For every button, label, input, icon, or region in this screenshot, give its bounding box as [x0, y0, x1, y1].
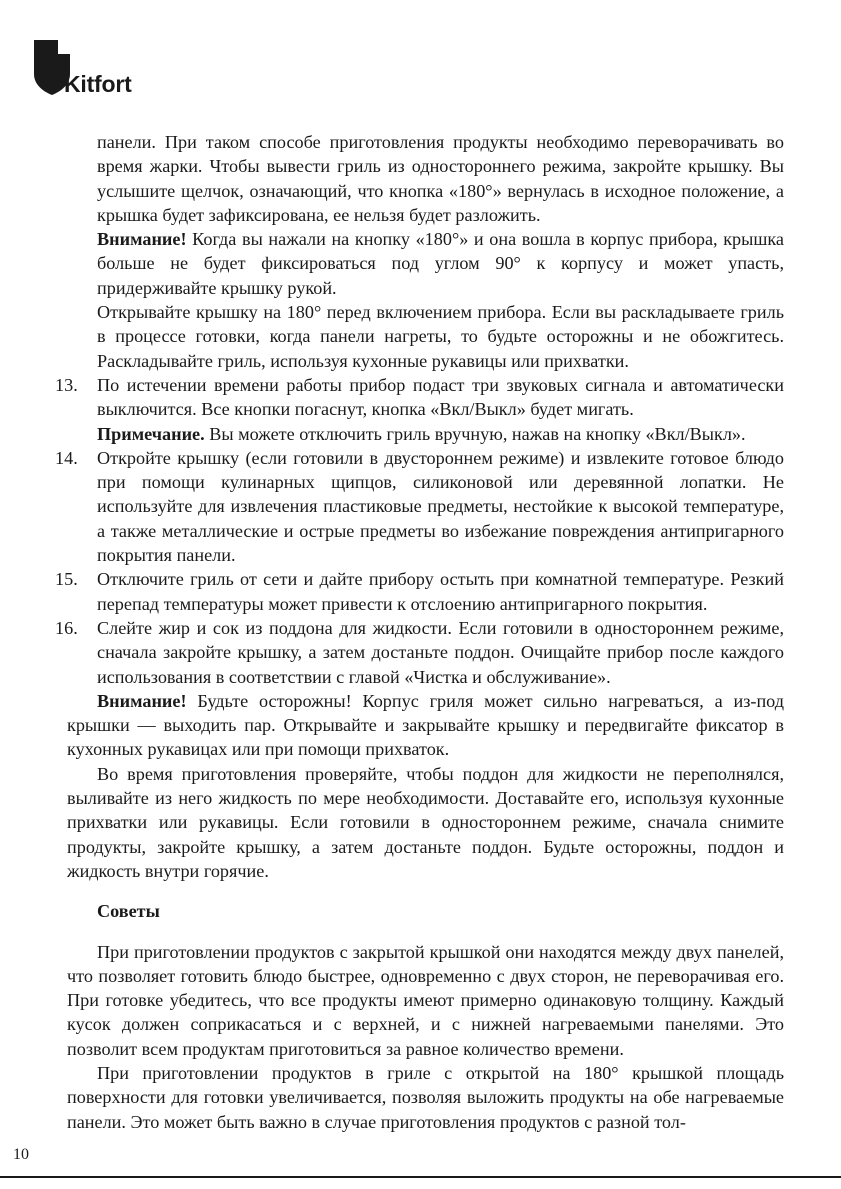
list-item-number: 13. — [55, 374, 78, 395]
note-text: Вы можете отключить гриль вручную, нажав на кнопку «Вкл/Выкл». — [204, 423, 746, 444]
bottom-divider — [0, 1176, 841, 1178]
open-180-paragraph: Открывайте крышку на 180° перед включением прибора. Если вы раскладываете гриль в процессе готовки, когда панели нагреты, то будьте осторожны и не обожгитесь. Раскладывайте гриль, используя кухонные рукавицы или прихватки. — [97, 302, 784, 371]
note-label: Примечание. — [97, 423, 205, 444]
warning-paragraph — [97, 227, 784, 300]
tips-paragraph: При приготовлении продуктов с закрытой крышкой они находятся между двух панелей, что позволяет готовить блюдо быстрее, одновременно с двух сторон, не переворачивая его. При готовке убедитесь, что все продукты имеют примерно одинаковую толщину. Каждый кусок должен соприкасаться и с верхней, и с нижней нагреваемыми панелями. Это позволит всем продуктам приготовиться за равное количество времени. — [67, 941, 784, 1059]
kitfort-logo — [34, 40, 174, 96]
tray-paragraph: Во время приготовления проверяйте, чтобы поддон для жидкости не переполнялся, выливайте из него жидкость по мере необходимости. Доставайте его, используя кухонные прихватки или рукавицы. Если готовили в одностороннем режиме, сначала снимите продукты, закройте крышку, а затем достаньте поддон. Будьте осторожны, поддон и жидкость внутри горячие. — [67, 763, 784, 881]
list-item — [55, 567, 784, 616]
list-item-number: 16. — [55, 617, 78, 638]
list-item-text: Откройте крышку (если готовили в двустороннем режиме) и извлеките готовое блюдо при помощи кулинарных щипцов, силиконовой или деревянной лопатки. Не используйте для извлечения пластиковые предметы, нестойкие к высокой температуре, а также металлические и острые предметы во избежание повреждения антипригарного покрытия панели. — [97, 447, 784, 566]
list-item — [55, 373, 784, 422]
intro-paragraph: панели. При таком способе приготовления продукты необходимо переворачивать во время жарки. Чтобы вывести гриль из одностороннего режима, закройте крышку. Вы услышите щелчок, означающий, что кнопка «180°» вернулась в исходное положение, а крышка будет зафиксирована, ее нельзя будет разложить. — [97, 132, 784, 225]
list-item-number: 15. — [55, 569, 78, 590]
warning-label: Внимание! — [97, 690, 187, 711]
note-paragraph — [97, 422, 784, 446]
tips-paragraph: При приготовлении продуктов в гриле с открытой на 180° крышкой площадь поверхности для готовки увеличивается, позволяя выложить продукты на обе нагреваемые панели. Это может быть важно в случае приготовления продуктов с разной тол- — [67, 1062, 784, 1132]
warning-text: Будьте осторожны! Корпус гриля может сильно нагреваться, а из-под крышки — выходить пар. Открывайте и закрывайте крышку и передвигайте фиксатор в кухонных рукавицах или при помощи прихваток. — [67, 690, 784, 760]
warning-text: Когда вы нажали на кнопку «180°» и она вошла в корпус прибора, крышка больше не будет фиксироваться под углом 90° к корпусу и может упасть, придерживайте крышку рукой. — [97, 229, 784, 298]
tips-heading: Советы — [97, 901, 160, 922]
list-item-text: По истечении времени работы прибор подаст три звуковых сигнала и автоматически выключится. Все кнопки погаснут, кнопка «Вкл/Выкл» будет мигать. — [97, 374, 784, 420]
brand-name: Kitfort — [64, 71, 132, 97]
page-content — [55, 130, 784, 1134]
list-item-text: Отключите гриль от сети и дайте прибору остыть при комнатной температуре. Резкий перепад температуры может привести к отслоению антипригарного покрытия. — [97, 569, 784, 614]
list-item-number: 14. — [55, 447, 78, 468]
warning-label: Внимание! — [97, 229, 187, 250]
warning-paragraph — [67, 689, 784, 762]
page-number: 10 — [13, 1146, 29, 1163]
list-item — [55, 616, 784, 689]
list-item-text: Слейте жир и сок из поддона для жидкости. Если готовили в одностороннем режиме, сначала закройте крышку, а затем достаньте поддон. Очищайте прибор после каждого использования в соответствии с главой «Чистка и обслуживание». — [97, 617, 784, 687]
list-item — [55, 446, 784, 567]
